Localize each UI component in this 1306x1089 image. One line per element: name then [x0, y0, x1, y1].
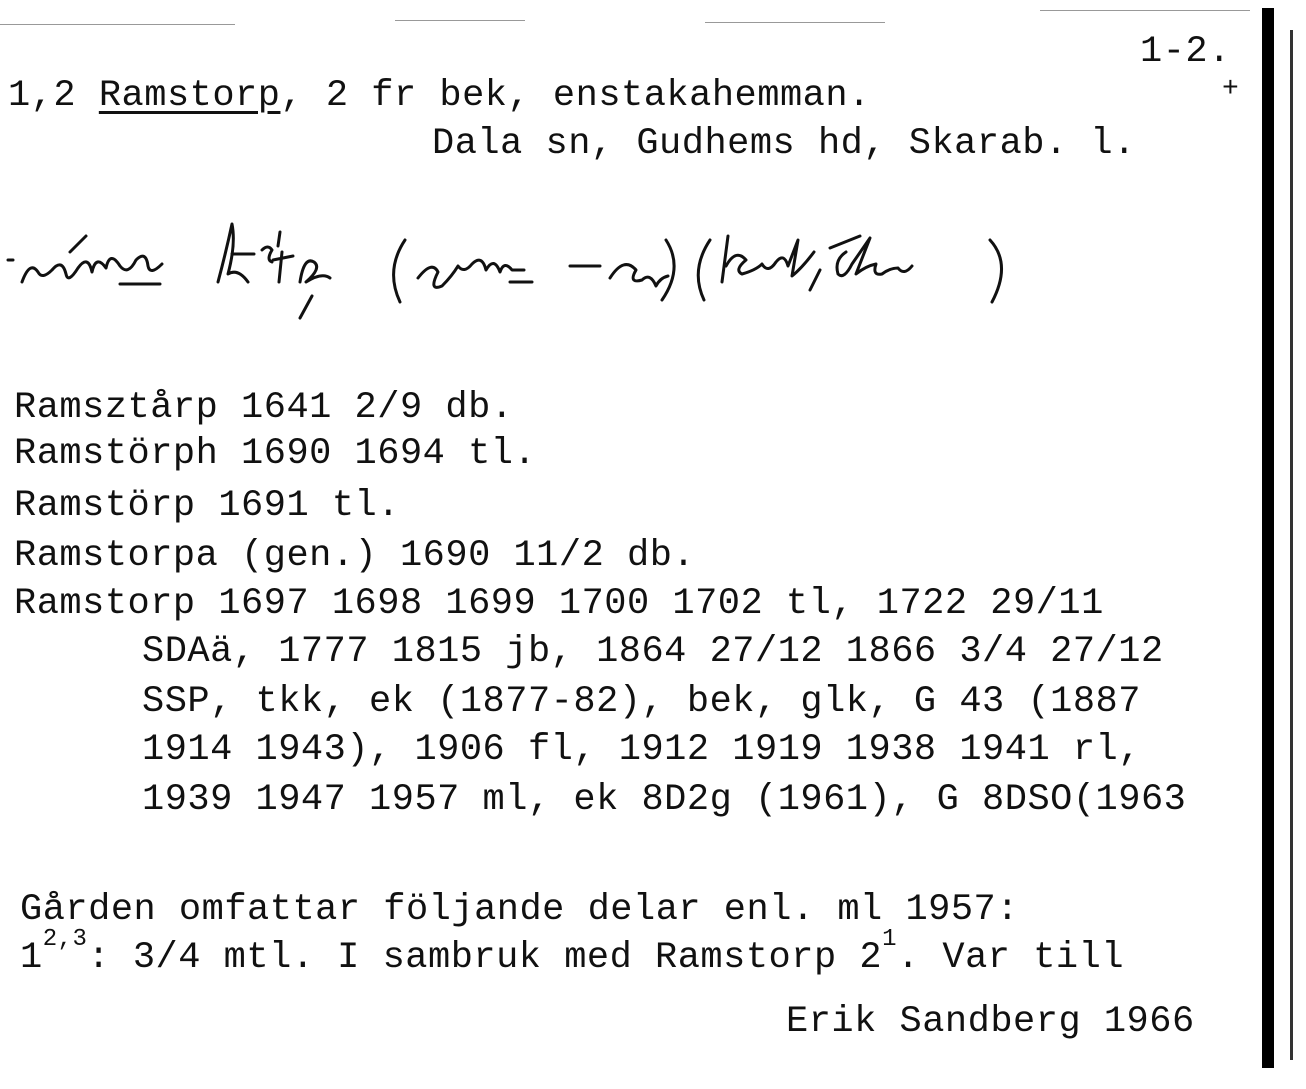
scan-artifact-line	[705, 22, 885, 23]
note-superscript: 2,3	[42, 926, 88, 953]
note-line-1: Gården omfattar följande delar enl. ml 1957:	[20, 889, 1019, 931]
form-line-1: Ramsztårp 1641 2/9 db.	[14, 387, 514, 429]
scan-artifact-line	[395, 20, 525, 21]
form-line-9: 1939 1947 1957 ml, ek 8D2g (1961), G 8DSO(1963	[142, 779, 1187, 821]
location-line: Dala sn, Gudhems hd, Skarab. l.	[432, 123, 1136, 165]
form-line-8: 1914 1943), 1906 fl, 1912 1919 1938 1941 rl,	[142, 729, 1141, 771]
card-number: 1-2.	[1140, 31, 1231, 73]
heading-place-name: Ramstorp	[98, 75, 281, 117]
form-line-7: SSP, tkk, ek (1877-82), bek, glk, G 43 (1887	[142, 681, 1141, 723]
note-tail: . Var till	[896, 937, 1125, 979]
scan-artifact-line	[1040, 10, 1250, 11]
form-line-3: Ramstörp 1691 tl.	[14, 485, 400, 527]
form-line-2: Ramstörph 1690 1694 tl.	[14, 433, 537, 475]
plus-mark: +	[1222, 74, 1240, 105]
form-line-5: Ramstorp 1697 1698 1699 1700 1702 tl, 1722 29/11	[14, 583, 1104, 625]
form-line-4: Ramstorpa (gen.) 1690 11/2 db.	[14, 535, 696, 577]
note-superscript-2: 1	[882, 926, 897, 953]
scan-artifact-line	[0, 24, 235, 25]
card-heading	[8, 74, 871, 118]
note-mid: : 3/4 mtl. I sambruk med Ramstorp 2	[87, 937, 883, 979]
note-lead: 1	[20, 937, 43, 979]
card-right-edge	[1262, 8, 1274, 1068]
heading-rest: , 2 fr bek, enstakahemman.	[280, 75, 871, 117]
card-right-edge-shadow	[1290, 30, 1293, 1060]
heading-prefix: 1,2	[8, 75, 99, 117]
signature: Erik Sandberg 1966	[786, 1001, 1195, 1043]
form-line-6: SDAä, 1777 1815 jb, 1864 27/12 1866 3/4 27/12	[142, 631, 1164, 673]
note-line-2	[20, 926, 1125, 980]
handwritten-pronunciation	[0, 200, 1060, 330]
